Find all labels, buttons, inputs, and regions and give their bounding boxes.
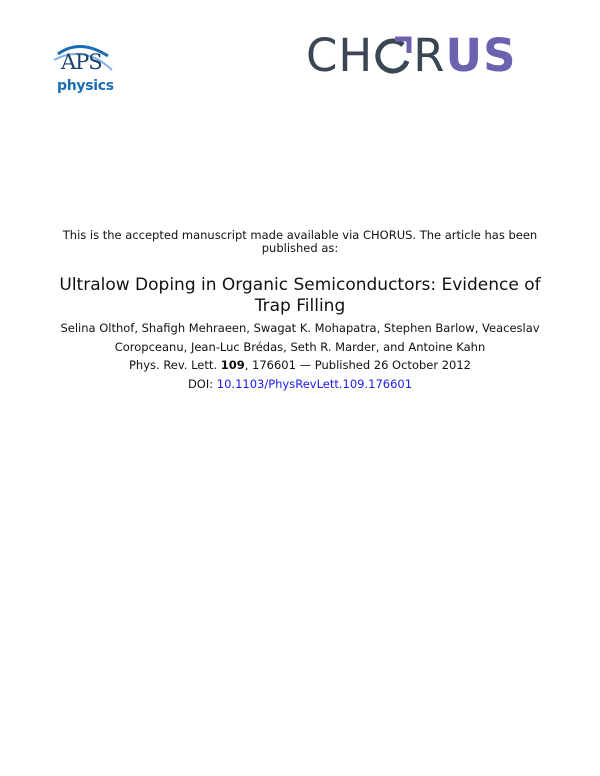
chorus-arrow-icon [373, 29, 413, 83]
chorus-logo-part: R [413, 29, 446, 82]
chorus-logo [306, 29, 517, 83]
aps-physics-logo [50, 40, 120, 98]
article-citation [40, 356, 560, 375]
chorus-logo-part: CH [306, 29, 374, 82]
manuscript-notice: This is the accepted manuscript made available via CHORUS. The article has been published as: [62, 228, 538, 255]
publication-date: — Published 26 October 2012 [295, 358, 472, 372]
article-authors: Selina Olthof, Shafigh Mehraeen, Swagat K. Mohapatra, Stephen Barlow, Veaceslav Coropceanu, Jean-Luc Brédas, Seth R. Marder, and Antoine Kahn [60, 321, 540, 354]
article-doi [40, 375, 560, 394]
aps-physics-label: physics [57, 78, 114, 94]
journal-name: Phys. Rev. Lett. [128, 358, 218, 372]
chorus-logo-accent: US [445, 29, 517, 82]
article-number: , 176601 [244, 358, 296, 372]
article-title: Ultralow Doping in Organic Semiconductors: Evidence of Trap Filling [59, 275, 541, 316]
journal-volume: 109 [220, 358, 245, 372]
aps-name: APS [61, 50, 102, 74]
doi-link[interactable]: 10.1103/PhysRevLett.109.176601 [216, 377, 413, 391]
doi-label: DOI: [187, 377, 217, 391]
